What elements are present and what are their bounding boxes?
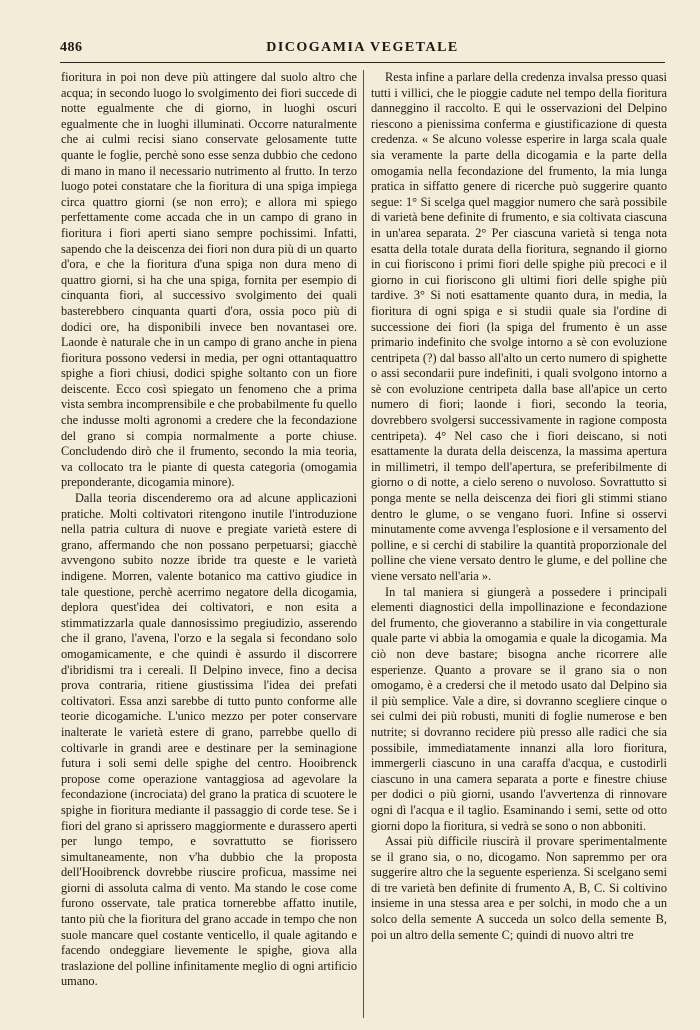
- right-column: [371, 70, 667, 1020]
- column-divider: [363, 70, 364, 1018]
- page-header: [60, 40, 665, 64]
- paragraph: Resta infine a parlare della credenza invalsa presso quasi tutti i villici, che le pioggie cadute nel tempo della fioritura danneggino il raccolto. E qui le osservazioni del Delpino riescono a pienissima conferma e giustificazione di questa credenza. « Se alcuno volesse esperire in larga scala quale sia veramente la parte della dicogamia e la parte della omogamia nella fecondazione del frumento, la mia lunga pratica in siffatto genere di ricerche può suggerire quanto segue: 1° Si scelga quel maggior numero che sarà possibile di varietà bene definite di frumento, e sia coltivata ciascuna in un'area separata. 2° Per ciascuna varietà si tenga nota esatta della totale durata della fioritura, segnando il giorno in cui fioriscono i primi fiori delle spighe più precoci e il giorno in cui fioriscono gli ultimi fiori delle spighe più tardive. 3° Si noti esattamente quanto dura, in media, la fioritura di ogni spiga e si studii quale sia l'ordine di successione dei fiori (la spiga del frumento è un asse primario indefinito che svolge intorno a sè con evoluzione centripeta (?) dal basso all'alto un certo numero di spighette o assi secondarii pure indefiniti, i quali svolgono intorno a sè con evoluzione centripeta dalla base all'apice un certo numero di fiori; laonde i fiori, secondo la teoria, dovrebbero svolgersi successivamente in ragione composta centripeta). 4° Nel caso che i fiori deiscano, si noti esattamente la durata della deiscenza, la massima apertura in millimetri, il tempo dell'apertura, se preferibilmente di giorno o di notte, a cielo sereno o nuvoloso. Sovrattutto si ponga mente se nella deiscenza dei fiori gli stimmi stiano dentro le glume, o se vengano fuori. Infine si osservi minutamente come avvenga l'esplosione e il versamento del polline, e si cerchi di stabilire la quantità proporzionale del polline che viene versato dentro le glume, e del polline che viene versato nell'aria ».: [371, 70, 667, 583]
- header-rule: [60, 62, 665, 63]
- paragraph: Assai più difficile riuscirà il provare sperimentalmente se il grano sia, o no, dicogamo. Non sapremmo per ora suggerire altro che la seguente esperienza. Si scelgano semi di tre varietà ben definite di frumento A, B, C. Si coltivino insieme in una stessa area e per solchi, in modo che a un solco della semente A succeda un solco della semente B, poi un altro della semente C; quindi di nuovo altri tre: [371, 834, 667, 942]
- page-number: 486: [60, 40, 83, 55]
- paragraph: In tal maniera si giungerà a possedere i principali elementi diagnostici della impollinazione e fecondazione del frumento, che gioveranno a stabilire in via congetturale quale parte vi abbia la omogamia e quale la dicogamia. Ma ciò non deve bastare; bisogna anche ricorrere alle esperienze. Quanto a provare se il grano sia o non omogamo, è a credersi che il metodo usato dal Delpino sia il più semplice. Vale a dire, si dovranno scegliere cinque o sei culmi dei più robusti, muniti di foglie numerose e ben nutrite; si dovranno recidere più presso alle radici che sia possibile, immediatamente innanzi alla loro fioritura, immergerli ciascuno in una caraffa d'acqua, e custodirli ciascuno in una camera separata a porte e finestre chiuse per dodici o più giorni, usando l'avvertenza di rinnovare ogni dì l'acqua e il taglio. Esaminando i semi, sette od otto giorni dopo la fioritura, si vedrà se sono o non abboniti.: [371, 584, 667, 833]
- left-column: [61, 70, 357, 1020]
- paragraph: Dalla teoria discenderemo ora ad alcune applicazioni pratiche. Molti coltivatori ritengono inutile l'introduzione nella patria cultura di nuove e pregiate varietà estere di grano, affermando che non possano perpetuarsi; giacchè avvengono subito nozze ibride tra queste e le varietà indigene. Morren, valente botanico ma cattivo giudice in tale questione, perchè acerrimo negatore della dicogamia, deplora quest'idea dei coltivatori, e non esita a stimmatizzarla quale dannosissimo pregiudizio, asserendo che il grano, l'avena, l'orzo e la segala si fecondano solo omogamicamente, e che quindi è assurdo il discorrere d'ibridismi tra i cereali. Il Delpino invece, fino a decisa prova contraria, ritiene giustissima l'idea dei prefati coltivatori. Essa anzi sarebbe di tutto punto conforme alle teorie dicogamiche. L'unico mezzo per poter conservare inalterate le varietà estere di grano, parrebbe quello di coltivarle in grandi aree e destinare per la seminagione futura i soli semi delle spighe del centro. Hooibrenck propose come operazione vantaggiosa ad agevolare la fecondazione (incrociata) del grano la pratica di scuotere le spighe in fioritura mediante il passaggio di corde tese. Se i fiori del grano si aprissero maggiormente e durassero aperti per lungo tempo, e sovrattutto se fiorissero simultaneamente, non v'ha dubbio che la proposta dell'Hooibrenck dovrebbe riuscire proficua, massime nei giorni di assoluta calma di vento. Ma stando le cose come furono osservate, tale pratica tornerebbe affatto inutile, tanto più che la fioritura del grano accade in tempo che non suole mancare quel costante venticello, il quale agitando e facendo ondeggiare lievemente le spighe, giova alla traslazione del polline infinitamente meglio di ogni artificio umano.: [61, 491, 357, 989]
- paragraph: fioritura in poi non deve più attingere dal suolo altro che acqua; in secondo luogo lo svolgimento dei fiori succede di notte egualmente che di giorno, in luoghi oscuri egualmente che in luoghi illuminati. Occorre naturalmente che ai culmi recisi siano conservate gelosamente tutte quante le foglie, perchè sono esse senza dubbio che cedono di mano in mano il necessario nutrimento al frutto. In terzo luogo potei constatare che la fioritura di una spiga impiega circa quattro giorni (se non erro); e allora mi spiego perfettamente come accada che in un campo di grano in fioritura i fiori aperti siano sempre pochissimi. Infatti, sapendo che la deiscenza dei fiori non dura più di un quarto d'ora, e che la fioritura d'una spiga non dura meno di quattro giorni, si ha che una spiga, fornita per esempio di cinquanta fiori, al successivo svolgimento dei quali basterebbero cinquanta quarti d'ora, ossia poco più di dodici ore, ha disponibili invece ben novantasei ore. Laonde è naturale che in un campo di grano anche in piena fioritura possono vedersi in media, per ogni ottantaquattro spighe a fiori chiusi, dodici spighe soltanto con un fiore deiscente. Ecco così spiegato un fenomeno che a prima vista sembra incomprensibile e che probabilmente fu quello che indusse molti agronomi a credere che la fecondazione del grano si compia normalmente a porte chiuse. Concludendo dirò che il frumento, secondo la mia teoria, va collocato tra le piante di questa categoria (omogamia preponderante, dicogamia minore).: [61, 70, 357, 490]
- running-title: DICOGAMIA VEGETALE: [266, 40, 459, 55]
